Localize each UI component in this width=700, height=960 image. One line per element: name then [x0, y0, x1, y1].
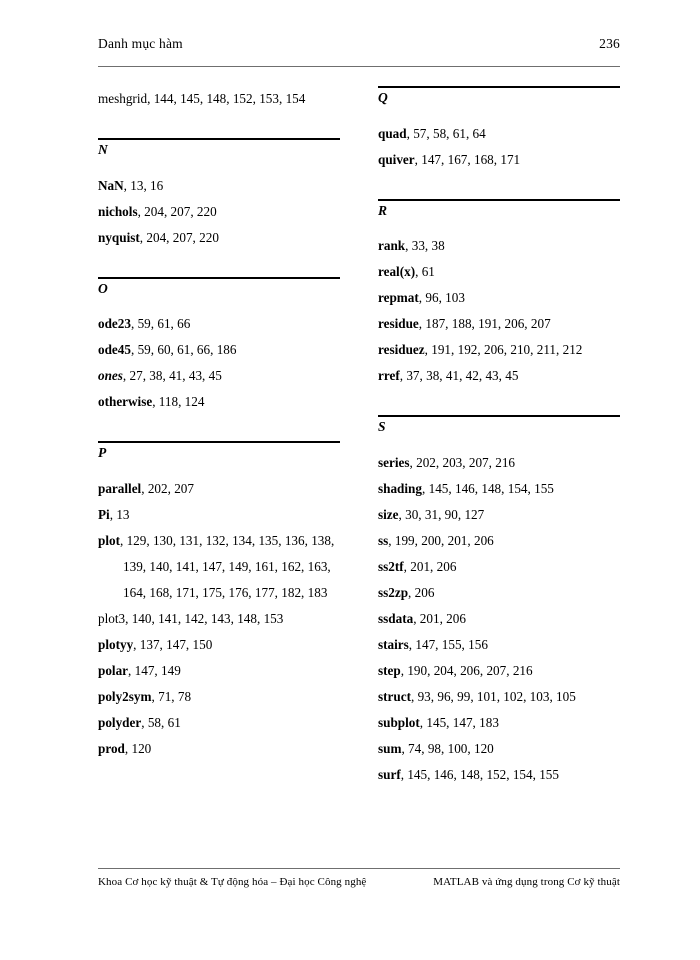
entry-term: ss [378, 532, 389, 548]
entry-locators: , 206 [408, 584, 435, 600]
index-entry [98, 684, 340, 710]
index-entry [98, 86, 340, 112]
index-entry [98, 632, 340, 658]
index-column-left [98, 86, 340, 788]
index-entry [378, 580, 620, 606]
entry-locators: , 202, 203, 207, 216 [409, 454, 515, 470]
entry-locators: , 33, 38 [405, 238, 445, 253]
index-entry [378, 337, 620, 363]
entry-locators: , 204, 207, 220 [139, 229, 219, 245]
section-letter: P [98, 445, 107, 460]
right-sections-container [378, 86, 620, 788]
index-entry [378, 502, 620, 528]
section-entries [98, 476, 340, 762]
index-section-s [378, 415, 620, 788]
entry-locators: , 140, 141, 142, 143, 148, 153 [125, 610, 284, 626]
entry-term: series [378, 454, 410, 470]
entry-term: ones [98, 368, 123, 383]
entry-term: step [378, 662, 401, 678]
entry-locators: , 145, 147, 183 [419, 714, 499, 730]
index-columns [98, 86, 620, 788]
entry-locators: , 147, 167, 168, 171 [414, 151, 521, 167]
entry-term: ssdata [378, 610, 414, 626]
section-entries [378, 233, 620, 389]
entry-locators: , 201, 206 [413, 610, 466, 626]
entry-term: residue [378, 316, 419, 331]
index-section-n [98, 138, 340, 251]
index-entry [98, 225, 340, 251]
index-entry [378, 311, 620, 337]
index-section-q [378, 86, 620, 173]
entry-locators: , 30, 31, 90, 127 [398, 506, 485, 522]
entry-locators: , 201, 206 [403, 558, 457, 574]
entry-locators: , 74, 98, 100, 120 [401, 740, 494, 756]
entry-term: repmat [378, 290, 419, 305]
index-entry [98, 476, 340, 502]
entry-locators: , 96, 103 [418, 290, 465, 305]
entry-term: struct [378, 688, 411, 704]
entry-term: shading [378, 480, 422, 496]
entry-term: rank [378, 238, 406, 253]
index-entry [378, 606, 620, 632]
index-entry [378, 684, 620, 710]
index-entry [378, 736, 620, 762]
entry-term: ode23 [98, 316, 131, 331]
page-number: 236 [599, 36, 620, 51]
index-entry [98, 606, 340, 632]
index-section-r [378, 199, 620, 390]
index-entry [98, 337, 340, 363]
entry-term: poly2sym [98, 688, 152, 704]
entry-locators: , 118, 124 [152, 394, 205, 409]
index-entry [378, 658, 620, 684]
entry-term: quad [378, 125, 407, 141]
entry-term: polar [98, 662, 129, 678]
section-letter: N [98, 142, 109, 157]
entry-term: otherwise [98, 394, 153, 409]
index-entry [378, 147, 620, 173]
entry-locators: , 202, 207 [141, 480, 194, 496]
entry-locators: , 145, 146, 148, 152, 154, 155 [400, 766, 559, 782]
header-title: Danh mục hàm [98, 36, 183, 51]
entry-locators: , 27, 38, 41, 43, 45 [122, 368, 222, 383]
entry-term: parallel [98, 480, 142, 496]
section-entries [98, 311, 340, 415]
entry-locators: , 61 [415, 264, 435, 279]
entry-locators: , 13, 16 [123, 177, 164, 193]
entry-term: NaN [98, 177, 124, 193]
entry-locators: , 204, 207, 220 [137, 203, 217, 219]
index-entry [378, 285, 620, 311]
index-entry [378, 450, 620, 476]
entry-locators: , 37, 38, 41, 42, 43, 45 [399, 368, 519, 383]
index-entry [378, 528, 620, 554]
index-entry [378, 762, 620, 788]
index-entry [378, 632, 620, 658]
entry-locators: , 71, 78 [151, 688, 192, 704]
entry-term: plot3 [98, 610, 126, 626]
entry-term: nyquist [98, 229, 140, 245]
section-entries [378, 121, 620, 173]
index-entry [98, 502, 340, 528]
entry-term: stairs [378, 636, 409, 652]
section-entries [378, 450, 620, 788]
index-entry [378, 121, 620, 147]
index-entry [98, 363, 340, 389]
entry-term: sum [378, 740, 402, 756]
index-section-o [98, 277, 340, 416]
footer-divider [98, 868, 620, 869]
entry-term: subplot [378, 714, 420, 730]
section-letter: Q [378, 90, 389, 105]
entry-locators: , 137, 147, 150 [133, 636, 213, 652]
entry-term: meshgrid [98, 91, 148, 106]
index-entry [98, 311, 340, 337]
entry-term: polyder [98, 714, 142, 730]
entry-locators: , 191, 192, 206, 210, 211, 212 [424, 342, 583, 357]
entry-locators: , 129, 130, 131, 132, 134, 135, 136, 138, 139, 140, 141, 147, 149, 161, 162, 163, 164, 168, 171, 175, 176, 177, 182, 183 [119, 532, 335, 600]
running-footer [98, 876, 620, 888]
entry-locators: , 145, 146, 148, 154, 155 [422, 480, 554, 496]
section-letter: O [98, 280, 109, 296]
entry-locators: , 57, 58, 61, 64 [406, 125, 486, 141]
entry-term: rref [378, 368, 400, 383]
index-entry [98, 199, 340, 225]
footer-right-text: MATLAB và ứng dụng trong Cơ kỹ thuật [433, 876, 620, 888]
index-entry [378, 554, 620, 580]
index-entry [98, 528, 340, 606]
index-entry [98, 710, 340, 736]
index-entry [378, 233, 620, 259]
entry-locators: , 147, 149 [128, 662, 181, 678]
entry-locators: , 59, 61, 66 [130, 316, 191, 331]
section-letter: R [378, 202, 388, 218]
running-header [98, 36, 620, 52]
left-sections-container [98, 138, 340, 762]
index-entry [378, 710, 620, 736]
entry-term: quiver [378, 151, 415, 167]
entry-locators: , 144, 145, 148, 152, 153, 154 [147, 91, 306, 106]
entry-term: prod [98, 740, 125, 756]
section-entries [98, 173, 340, 251]
index-entry [378, 363, 620, 389]
index-entry [98, 173, 340, 199]
index-section-p [98, 441, 340, 762]
entry-locators: , 187, 188, 191, 206, 207 [418, 316, 551, 331]
entry-locators: , 93, 96, 99, 101, 102, 103, 105 [410, 688, 576, 704]
entry-term: ss2tf [378, 558, 404, 574]
entry-term: surf [378, 766, 401, 782]
index-entry [378, 476, 620, 502]
entry-locators: , 147, 155, 156 [408, 636, 488, 652]
index-entry [98, 389, 340, 415]
header-divider [98, 66, 620, 67]
entry-locators: , 59, 60, 61, 66, 186 [130, 342, 237, 357]
entry-term: size [378, 506, 399, 522]
entry-locators: , 199, 200, 201, 206 [388, 532, 494, 548]
footer-left-text: Khoa Cơ học kỹ thuật & Tự động hóa – Đại học Công nghệ [98, 876, 367, 888]
entry-locators: , 13 [109, 506, 130, 522]
entry-term: Pi [98, 506, 110, 522]
entry-term: nichols [98, 203, 138, 219]
entry-term: plotyy [98, 636, 134, 652]
entry-locators: , 58, 61 [141, 714, 181, 730]
entry-locators: , 190, 204, 206, 207, 216 [400, 662, 533, 678]
entry-term: real(x) [378, 264, 416, 279]
index-entry [98, 736, 340, 762]
index-entry [378, 259, 620, 285]
entry-term: ss2zp [378, 584, 409, 600]
index-column-right [378, 86, 620, 788]
section-letter: S [378, 419, 386, 434]
entry-term: ode45 [98, 342, 131, 357]
entry-term: plot [98, 532, 120, 548]
entry-term: residuez [378, 342, 425, 357]
index-entry [98, 658, 340, 684]
lead-entry-block [98, 86, 340, 112]
entry-locators: , 120 [124, 740, 152, 756]
